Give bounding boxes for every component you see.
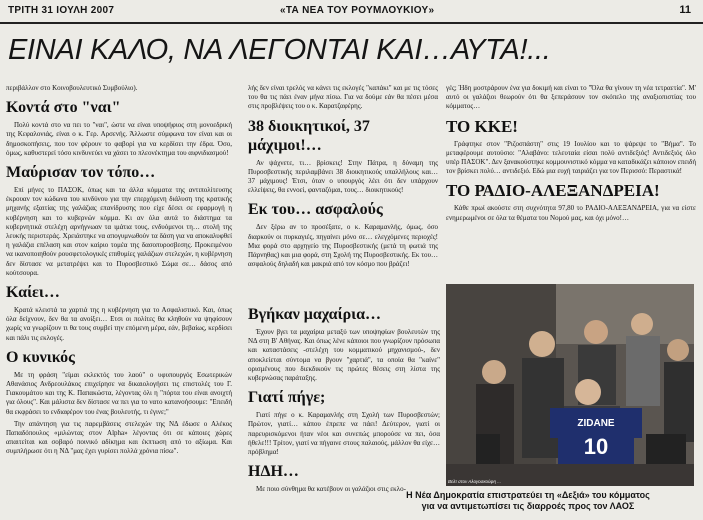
intro-text: περιβάλλον στο Κοινοβουλευτικό Συμβούλιο). xyxy=(6,84,138,92)
article-title: Βγήκαν μαχαίρια… xyxy=(248,306,382,323)
article-body: Με ποιο σύνθημα θα κατέβουν οι γαλάζιοι στις εκλο- xyxy=(256,485,406,494)
jersey-number: 10 xyxy=(583,434,609,459)
article-body: Κρατά κλειστά τα χαρτιά της η κυβέρνηση για το Ασφαλιστικό. Και, όπως όλα δείχνουν, δεν θα τα ανοίξει… Ετσι οι πολίτες θα κληθούν να ψηφίσουν χωρίς να γνωρίζουν τι θα τους συμβεί την επόμενη μέρα, εάν, βεβαίως, κερδίσει και πάλι τις εκλογές. xyxy=(6,306,232,342)
column-right xyxy=(446,84,696,284)
column-left xyxy=(6,84,232,520)
issue-date: ΤΡΙΤΗ 31 ΙΟΥΛΗ 2007 xyxy=(8,5,115,16)
article-body: Γιατί πήγε ο κ. Καραμανλής στη Σχολή των Πυροσβεστών; Πρώτον, γιατί… κάπου έπρεπε να πάει! Δεύτερον, γιατί οι παρευρισκόμενοι ήταν νέοι και συνεπώς μπορούσε να πει, όσα ήθελε!!! Τρίτον, γιατί να πήγαινε στους παλαιούς, μάλλον θα είχε… πρόβλημα! xyxy=(248,411,440,457)
article-body: Πολύ κοντά στο να πει το "ναι", ώστε να είναι υποψήφιος στη μονοεδρική της Κεφαλονιάς, είναι ο κ. Γερ. Αρσενής. Άλλωστε σύμφωνα τον είναι και οι δημοσκοπήσεις, που τον φέρουν το φαβορί για να κερδίσει την έδρα. Όσο, όμως, καθυστερεί τόσο κινδυνεύει να χάσει το πλεονέκτημα του αιφνιδιασμού! xyxy=(6,121,232,157)
article-title: ΗΔΗ… xyxy=(248,463,299,481)
article-body: Την απάντηση για τις παρεμβάσεις στελεχών της ΝΔ έδωσε ο Αλέκος Παπαδόπουλος «μιλώντας στον Alpha» λέγοντας ότι σε κάποιες χώρες απαιτείται και σοβαρό ποινικό αδίκημα και έκπτωση από το αξίωμα. Και συμπλήρωσε ότι η ΝΔ "μας έχει γυρίσει πολλά χρόνια πίσω". xyxy=(6,419,232,456)
article-title: Εκ του… ασφαλούς xyxy=(248,201,383,219)
page-headline: ΕΙΝΑΙ ΚΑΛΟ, ΝΑ ΛΕΓΟΝΤΑΙ ΚΑΙ…ΑΥΤΑ!... xyxy=(8,34,551,66)
photo-illustration xyxy=(446,284,694,486)
article-body: Με τη φράση "είμαι εκλεκτός του λαού" ο υφυπουργός Εσωτερικών Αθανάσιος Ανδρεουλάκος επιχείρησε να δικαιολογήσει τις επιστολές του Γ. Γιακουμάτου και της Κ. Παπακώστα, λέγοντας όλι η "πόρτα του είναι ανοιχτή για όλους". Και μάλιστα δεν δίστασε να πει για το νατο κατανοήσουμε: "Επειδή θα εκφράσει το ενδιαφέρον του ένας βουλευτής, τι έγινε;" xyxy=(6,370,232,416)
column-middle-bottom xyxy=(248,300,440,520)
article-body: Έχουν βγει τα μαχαίρια μεταξύ των υποψηφίων βουλευτών της ΝΔ στη Β' Αθήνας. Και όπως λένε κάποιοι που γνωρίζουν πρόσωπα και καταστάσεις -στελέχη του κομματικού μηχανισμού-, δεν αποκλείεται σύντομα να βγουν "χαρτιά", τα οποία θα "καίνε" ορισμένους που διεκδικούν τις πρώτες θέσεις στη λίστα της κυβερνώσας παράταξης. xyxy=(248,328,440,383)
article-title: ΤΟ ΡΑΔΙΟ-ΑΛΕΞΑΝΔΡΕΙΑ! xyxy=(446,181,660,201)
article-body: Αν ψάχνετε, τι… βρίσκεις! Στην Πάτρα, η δύναμη της Πυροσβεστικής περιλαμβάνει 38 διοικητικούς υπαλλήλους και… 37 μάχιμους! Έτσι, όταν ο υπουργός λέει ότι δεν υπάρχουν ελλείψεις, θα εννοεί, φανταζόμαι, τους… διοικητικούς! xyxy=(248,158,438,195)
banner-line-2: για να αντιμετωπίσει τις διαρροές προς τον ΛΑΟΣ xyxy=(421,501,635,511)
article-body: Κάθε πρωί ακούστε στη συχνότητα 97,80 το ΡΑΔΙΟ-ΑΛΕΞΑΝΔΡΕΙΑ, για να είστε ενημερωμένοι σε όλα τα θέματα του Νομού μας, και όχι μόνο!… xyxy=(446,204,696,222)
article-title: Καίει… xyxy=(6,284,60,302)
article-title: Μαύρισαν τον τόπο… xyxy=(6,164,156,182)
article-title: Γιατί πήγε; xyxy=(248,389,326,407)
page-number: 11 xyxy=(679,4,691,16)
column-middle-top xyxy=(248,84,438,278)
article-title: Κοντά στο "ναι" xyxy=(6,99,121,117)
page-header xyxy=(0,0,703,24)
photo-caption: Βελτ στον Αλογοσκούφη ... xyxy=(448,479,501,484)
bottom-banner xyxy=(360,490,696,520)
article-body: λής δεν είναι τρελός να κάνει τις εκλογές "καπάκι" και με τις τόσες του θα τις πάει έναν μήνα πίσω. Για να δούμε εάν θα πέσει μέσα στις προβλέψεις του ο κ. Καρατζαφέρης. xyxy=(248,84,438,111)
jersey-name: ZIDANE xyxy=(577,418,615,429)
article-body: Γράφτηκε στον "Ριζοσπάστη" στις 19 Ιουλίου και το ψάρεψε το "Βήμα". Το μεταφέρουμε αυτούσιο: "Αλαβάνο: τελευταία είσαι πολύ αντιδεξιός! Αντιδεξιός όλο υπέρ ΠΑΣΟΚ". Δεν ξανακούστηκε κομμουνιστικό κόμμα να καταδικάζει κάποιον επειδή τον βρίσκει πολύ… αντιδεξιό. Εδώ μια ευχή ταιριάζει για τον Περισσό: Περαστικά! xyxy=(446,139,696,176)
article-title: 38 διοικητικοί, 37 μάχιμοι!… xyxy=(248,117,370,154)
article-body: Δεν ξέρω αν το προσέξατε, ο κ. Καραμανλής, όμως, όσο διαρκούν οι πυρκαγιές, πηγαίνει μόνο σε… ελεγχόμενες περιοχές! Μια φορά στο αρχηγείο της Πυροσβεστικής (μετά τη φωτιά της Πάρνηθας) και μια φορά, στη Σχολή της Πυροσβεστικής. Εκ του… ασφαλούς δηλαδή και μακριά από τον κόσμο που βράζει! xyxy=(248,223,438,269)
newspaper-name: «ΤΑ ΝΕΑ ΤΟΥ ΡΟΥΜΛΟΥΚΙΟΥ» xyxy=(280,5,435,16)
news-photo xyxy=(446,284,694,486)
article-body: Επί μήνες το ΠΑΣΟΚ, όπως και τα άλλα κόμματα της αντιπολίτευσης έκρουαν τον κώδωνα του κινδύνου για την επερχόμενη διάλυση της κρατικής μηχανής εξαιτίας της γαλάζιας επανίδρυσης που είχε δέσει σε εφαρμογή η κυβέρνηση και το κυβερνών κόμμα. Κι αν όλα αυτά το διάστημα τα κυβερνητικά στελέχη αρνήγνωαν τα ιμάτια τους, ενδυόμενοι τη… στολή της λευκής περιστεράς. Χρειάστηκε να απογυμνωθούν τα δάση για να αποκαλυφθεί η γαλάζια επέλαση και στον καίριο τομέα της δασοπυροσβεσης. Προκειμένου να ικανοποιηθούν ρουσφετολογικές επιθυμίες γαλάζιων στελεχών, η κυβέρνηση δεν δίστασε να μετατρέψει και το Πυροσβεστικό Σώμα σε… δάσος από κούτσουρα. xyxy=(6,186,232,277)
article-title: Ο κυνικός xyxy=(6,348,75,366)
article-title: ΤΟ ΚΚΕ! xyxy=(446,116,518,136)
banner-line-1: Η Νέα Δημοκρατία επιστρατεύει τη «Δεξιά» του κόμματος xyxy=(406,490,650,500)
article-body: γές; Ήδη μοστράρουν ένα για δοκιμή και είναι το "Όλα θα γίνουν τη νέα τετραετία". Μ' αυτό οι γαλάζιοι θεωρούν ότι θα ξεπεράσουν τον σκόπελο της αναξιοπιστίας του κόμματος… xyxy=(446,84,696,111)
